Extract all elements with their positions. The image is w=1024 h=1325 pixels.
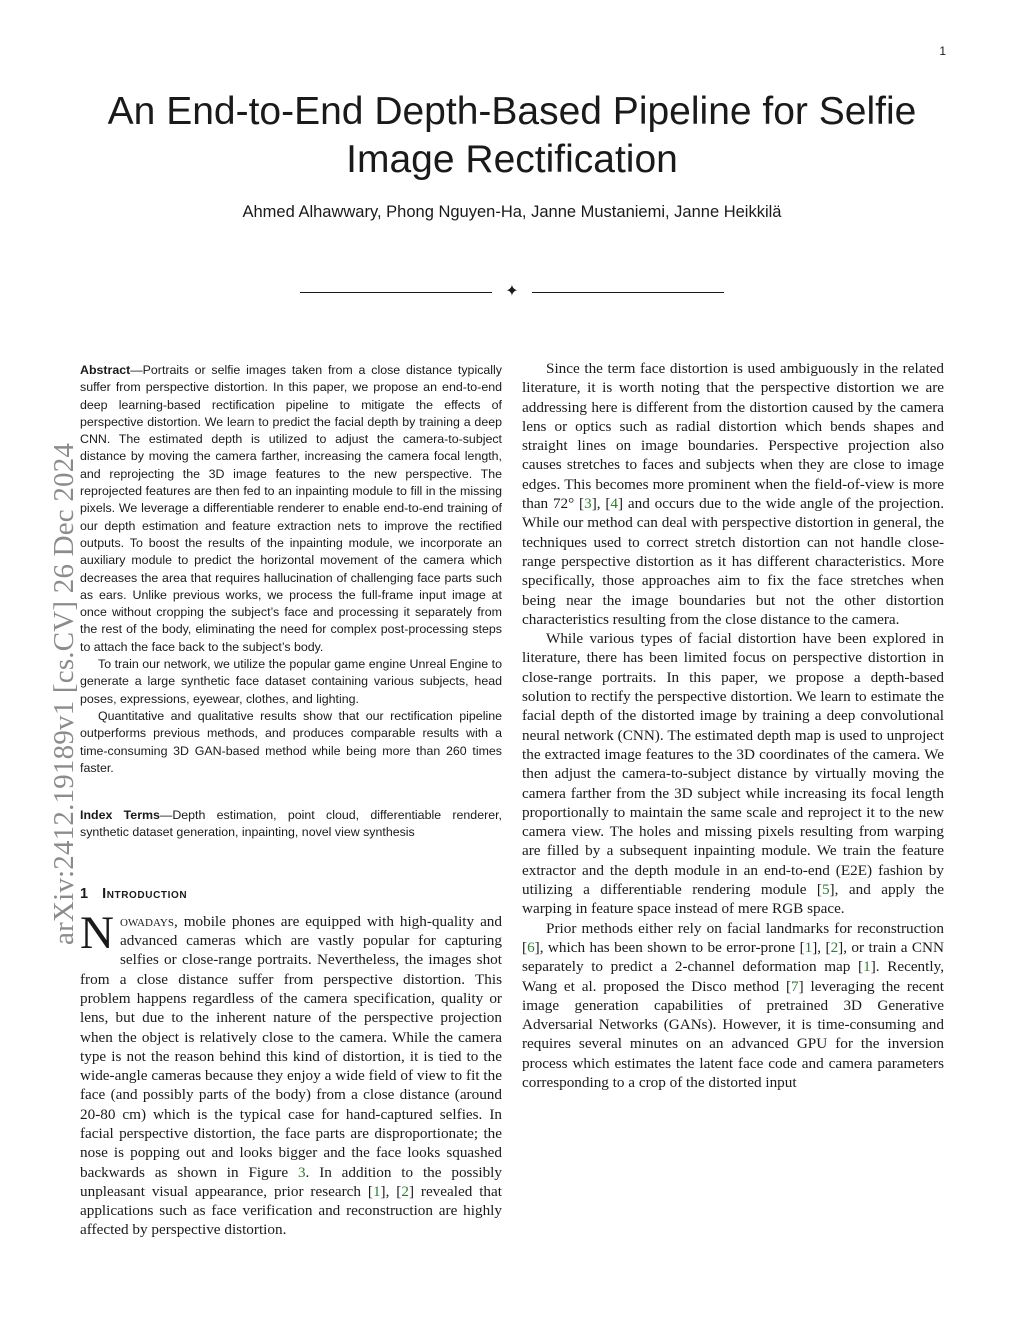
intro-text: ]. Recently, Wang et al. proposed the Disco method [ (522, 958, 944, 995)
intro-text: ] leveraging the recent image generation capabilities of pretrained 3D Generative Adversarial Networks (GANs). However, it is time-consuming and requires several minutes on an advanced GPU for the inversion process which estimates the latent face code and camera parameters corresponding to a crop of the distorted input (522, 977, 944, 1091)
citation-link[interactable]: 1 (372, 1182, 381, 1200)
drop-cap: N (80, 906, 114, 959)
abstract-paragraph-1 (80, 362, 502, 656)
citation-link[interactable]: 7 (791, 977, 799, 995)
left-column (80, 362, 502, 1240)
intro-text: , mobile phones are equipped with high-quality and advanced cameras which are vastly popular for capturing selfies or close-range portraits. Nevertheless, the images shot from a close distance suffer from perspective distortion. This problem happens regardless of the camera specification, quality or lens, but due to the inherent nature of the perspective projection when the object is relatively close to the camera. While the camera type is not the reason behind this kind of distortion, it is tied to the wide-angle cameras because they enjoy a wide field of view to fit the face (and possibly parts of the body) from a close distance (around 20-80 cm) which is the typical case for hand-captured selfies. In facial perspective distortion, the face parts are disproportionate; the nose is popping out and looks bigger and the face looks squashed backwards as shown in Figure (80, 912, 502, 1181)
separator-line-left (300, 292, 492, 293)
lead-word: owadays (119, 912, 174, 930)
intro-text: ] and occurs due to the wide angle of the projection. While our method can deal with perspective distortion in general, the techniques used to correct stretch distortion can not handle close-range perspective distortion as it has different characteristics. More specifically, those approaches aim to fix the face stretches when being near the image boundaries but not the other distortion characteristics resulting from the close distance to the camera. (522, 495, 945, 628)
paper-title: An End-to-End Depth-Based Pipeline for Selfie Image Rectification (107, 90, 917, 181)
intro-paragraph-2 (522, 359, 944, 629)
intro-text: ], or train a CNN separately to predict a 2-channel deformation map [ (522, 938, 944, 976)
section-heading-introduction (80, 886, 502, 902)
citation-link[interactable]: 6 (527, 938, 535, 956)
citation-link[interactable]: 4 (610, 495, 619, 513)
abstract-paragraph-2: To train our network, we utilize the popular game engine Unreal Engine to generate a large synthetic face dataset containing various subjects, head poses, expressions, eyewear, clothes, and lighting. (80, 657, 502, 706)
index-terms (80, 807, 502, 842)
index-terms-label: Index Terms (80, 808, 160, 823)
title-separator (300, 282, 724, 302)
intro-text: Prior methods either rely on facial landmarks for reconstruction [ (522, 919, 944, 956)
abstract-text-1: —Portraits or selfie images taken from a close distance typically suffer from perspective distortion. In this paper, we propose an end-to-end deep learning-based rectification pipeline to mitigate the effects of perspective distortion. We learn to predict the facial depth by training a deep CNN. The estimated depth is utilized to adjust the camera-to-subject distance by moving the camera farther, increasing the camera focal length, and reprojecting the 3D image features to the new perspective. The reprojected features are then fed to an inpainting module to fill in the missing pixels. We leverage a differentiable renderer to enable end-to-end training of our depth estimation and feature extraction nets to improve the rectified outputs. To boost the results of the inpainting module, we incorporate an auxiliary module to predict the horizontal movement of the camera which decreases the area that requires hallucination of challenging face parts such as ears. Unlike previous works, we process the full-frame input image at once without cropping the subject’s face and processing it separately from the rest of the body, eliminating the need for complex post-processing steps to attach the face back to the subject’s body. (80, 363, 502, 654)
intro-text: ], which has been shown to be error-prone [ (534, 938, 805, 956)
citation-link[interactable]: 2 (401, 1182, 409, 1200)
abstract-paragraph-3: Quantitative and qualitative results show that our rectification pipeline outperforms previous methods, and produces comparable results with a time-consuming 3D GAN-based method while being more than 260 times faster. (80, 708, 502, 775)
arxiv-identifier-stamp: arXiv:2412.19189v1 [cs.CV] 26 Dec 2024 (48, 442, 80, 945)
abstract-label: Abstract (80, 363, 131, 377)
intro-text: . In addition to the possibly unpleasant visual appearance, prior research [ (80, 1163, 502, 1200)
citation-link[interactable]: 3 (584, 495, 592, 513)
citation-link[interactable]: 5 (821, 881, 830, 899)
intro-text: ], [ (591, 495, 611, 513)
citation-link[interactable]: 1 (804, 938, 813, 956)
citation-link[interactable]: 2 (830, 938, 839, 956)
separator-line-right (532, 292, 724, 293)
section-number: 1 (80, 885, 89, 902)
section-title: Introduction (102, 885, 188, 902)
intro-paragraph-4 (522, 919, 944, 1093)
intro-text: ], [ (812, 938, 831, 956)
index-terms-text: —Depth estimation, point cloud, differentiable renderer, synthetic dataset generation, inpainting, novel view synthesis (80, 808, 502, 840)
intro-text: ], [ (380, 1182, 402, 1200)
author-list: Ahmed Alhawwary, Phong Nguyen-Ha, Janne Mustaniemi, Janne Heikkilä (242, 203, 782, 221)
diamond-star-icon: ✦ (505, 283, 519, 300)
intro-paragraph-1 (80, 906, 502, 1240)
intro-text: Since the term face distortion is used ambiguously in the related literature, it is worth noting that the perspective distortion we are addressing here is different from the distortion caused by the camera lens or optics such as radial distortion which bends shapes and straight lines on image boundaries. Perspective projection also causes stretches to faces and subjects when they are close to image edges. This becomes more prominent when the field-of-view is more than 72° [ (522, 360, 944, 513)
citation-link[interactable]: 1 (863, 958, 871, 976)
intro-text: While various types of facial distortion have been explored in literature, there has been limited focus on perspective distortion in close-range portraits. In this paper, we propose a depth-based solution to rectify the perspective distortion. We learn to estimate the facial depth of the distorted image by training a deep convolutional neural network (CNN). The estimated depth map is used to unproject the extracted image features to the 3D coordinates of the camera. We then adjust the camera-to-subject distance by virtually moving the camera farther from the 3D subject while increasing its focal length proportionally to maintain the same scale and reproject it to the new camera view. The holes and missing pixels resulting from warping are filled by a subsequent inpainting module. We train the feature extractor and the depth module in an end-to-end (E2E) fashion by utilizing a differentiable rendering module [ (522, 630, 944, 899)
intro-paragraph-3 (522, 629, 944, 918)
right-column (522, 359, 944, 1092)
page-number: 1 (939, 44, 946, 58)
intro-text: ], and apply the warping in feature space instead of mere RGB space. (522, 881, 944, 918)
intro-text: ] revealed that applications such as face verification and reconstruction are highly affected by perspective distortion. (80, 1182, 502, 1239)
figure-reference-link[interactable]: 3 (297, 1163, 306, 1181)
